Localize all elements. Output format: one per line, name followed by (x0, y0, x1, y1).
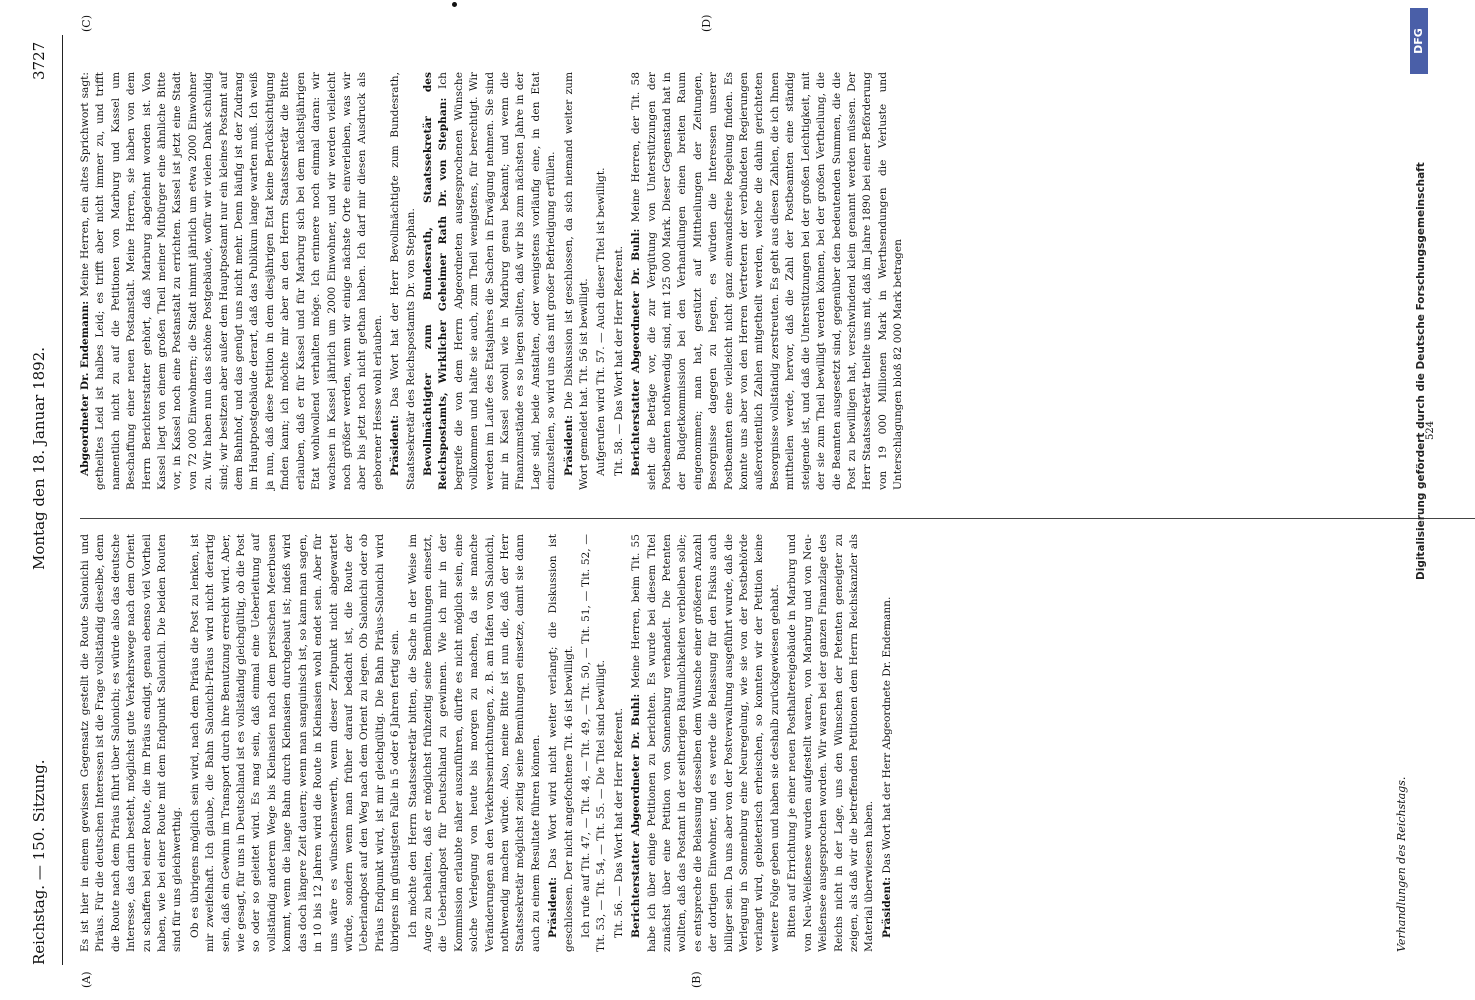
paragraph: Präsident: Das Wort hat der Herr Abgeordnete Dr. Endemann. (880, 596, 893, 938)
paragraph: Berichterstatter Abgeordneter Dr. Buhl: Meine Herren, der Tit. 58 sieht die Beträge vor, die zur Vergütung von Unterstützungen der Postbeamten nothwendig sind, mit 125 000 Mark. Dieser Gegenstand hat in der Budgetkommission bei den Verhandlungen einen breiten Raum eingenommen; man hat, gestützt auf Mittheilungen der Zeitungen, Besorgnisse dagegen zu hegen, es würden die Interessen unserer Postbeamten eine vielleicht nicht ganz einwandsfreie Regelung finden. Es konnte uns aber von den Herren Vertretern der verbündeten Regierungen außerordentlich Zahlen mitgetheilt werden, welche die dahin gerichteten Besorgnisse vollständig zerstreuten. Es geht aus diesen Zahlen, die ich Ihnen mittheilen werde, hervor, daß die Zahl der Postbeamten eine ständig steigende ist, und daß die Unterstützungen bei der großen Leichtigkeit, mit der sie zum Theil bewilligt werden können, bei der großen Vertheilung, die die Beamten ausgesetzt sind, gegenüber den bedeutenden Summen, die die Post zu bewilligen hat, verschwindend klein genannt werden müssen. Der Herr Staatssekretär theilte uns mit, daß im Jahre 1890 bei einer Beförderung von 19 000 Millionen Mark in Werthsendungen die Verluste und Unterschlagungen bloß 82 000 Mark betragen (630, 71, 905, 490)
running-header-date: Montag den 18. Januar 1892. (30, 346, 48, 570)
speaker-name: Bevollmächtigter zum Bundesrath, Staatssekretär des Reichspostamts, Wirklicher Geheimer Rath Dr. von Stephan: (421, 72, 450, 490)
paragraph: Berichterstatter Abgeordneter Dr. Buhl: Meine Herren, beim Tit. 55 habe ich über einige Petitionen zu berichten. Es wurde bei diesem Titel zunächst über eine Petition von Sonnenburg verhandelt. Die Petenten wollten, daß das Postamt in der seitherigen Räumlichkeiten verbleiben solle; es entspreche die Belassung desselben dem Wunsche einer größeren Anzahl der dortigen Einwohner, und es werde die Belassung für den Fiskus auch billiger sein. Da uns aber von der Postverwaltung ausgeführt wurde, daß die Verlegung in Sonnenburg eine Neuregelung, wie sie von der Postbehörde verlangt wird, gebieterisch erheischen, so konnten wir der Petition keine weitere Folge geben und haben sie deshalb zurückgewiesen gehabt. (630, 534, 781, 952)
header-rule (62, 35, 63, 965)
speaker-name: Präsident: (880, 876, 893, 938)
paragraph: Ich möchte den Herrn Staatssekretär bitten, die Sache in der Weise im Auge zu behalten, daß er möglichst frühzeitig seine Bemühungen einsetzt, die Ueberlandpost für Deutschland zu gewinnen. Wie ich mir in der Kommission erlaubte näher auszuführen, dürfte es nicht möglich sein, eine solche Verlegung von heute bis morgen zu machen, da sie manche Veränderungen an den Verkehrseinrichtungen, z. B. am Hafen von Salonichi, nothwendig machen würde. Also, meine Bitte ist nun die, daß der Herr Staatssekretär möglichst zeitig seine Bemühungen einsetze, damit sie dann auch zu einem Resultate führen können. (406, 534, 542, 952)
running-header-left: Reichstag. — 150. Sitzung. (30, 759, 48, 965)
paragraph: Bitten auf Errichtung je einer neuen Posthaltereigebäude in Marburg und von Neu-Weißensee wurden aufgestellt waren, von Marburg und von Neu-Weißensee ausgesprochen worden. Wir waren bei der ganzen Finanzlage des Reichs nicht in der Lage, uns den Wünschen der Petenten geneigter zu zeigen, als daß wir die betreffenden Petitionen dem Herrn Reichskanzler als Material überwiesen haben. (786, 534, 876, 952)
paragraph: Ob es übrigens möglich sein wird, nach dem Piräus die Post zu lenken, ist mir zweifelhaft. Ich glaube, die Bahn Salonichi-Piräus wird nicht derartig sein, daß ein Gewinn im Transport durch ihre Benutzung erreicht wird. Aber, wie gesagt, für uns in Deutschland ist es vollständig gleichgültig, ob die Post so oder so geleitet wird. Es mag sein, daß einmal eine Ueberleitung auf vollständig anderem Wege bis Kleinasien nach dem persischen Meerbusen kommt, wenn die lange Bahn durch Kleinasien durchgebaut ist; indeß wird das doch längere Zeit dauern; wenn man sanguinisch ist, so kann man sagen, in 10 bis 12 Jahren wird die Route in Kleinasien wohl endet sein. Aber für uns wäre es wünschenswerth, wenn dieser Zeitpunkt nicht abgewartet würde, sondern wenn man früher darauf bedacht ist, die Route der Ueberlandpost auf den Weg nach dem Orient zu legen. Ob Salonichi oder ob Piräus Endpunkt wird, ist mir gleichgültig. Die Bahn Piräus-Salonichi wird übrigens im günstigsten Falle in 5 oder 6 Jahren fertig sein. (188, 534, 402, 952)
paragraph: Präsident: Das Wort hat der Herr Bevollmächtigte zum Bundesrath, Staatssekretär des Reichspostamts Dr. von Stephan. (389, 72, 417, 490)
speaker-name: Präsident: (389, 414, 402, 476)
margin-marker-a: (A) (80, 971, 93, 988)
paragraph: Tit. 56. — Das Wort hat der Herr Referent. (612, 708, 625, 938)
column-separator (80, 518, 1475, 519)
dfg-logo: DFG (1410, 8, 1428, 74)
digitization-note (1412, 0, 1432, 1000)
right-text-column (78, 72, 1428, 490)
speaker-name: Berichterstatter Abgeordneter Dr. Buhl: (630, 693, 643, 938)
margin-marker-d: (D) (700, 14, 713, 32)
paragraph: Tit. 58. — Das Wort hat der Herr Referent. (612, 246, 625, 476)
ink-dot (452, 2, 457, 7)
paragraph: Bevollmächtigter zum Bundesrath, Staatssekretär des Reichspostamts, Wirklicher Geheimer Rath Dr. von Stephan: Ich begreife die von dem Herrn Abgeordneten ausgesprochenen Wünsche vollkommen und halte sie auch, zum Theil wenigstens, für berechtigt. Wir werden im Laufe des Etatsjahres die Sachen in Erwägung nehmen. Sie sind mir in Kassel sowohl wie in Marburg genau bekannt; und wenn die Finanzumstände es so liegen sollten, daß wir bis zum nächsten Jahre in der Lage sind, beide Anstalten, oder wenigstens vorläufig eine, in den Etat einzustellen, so wird uns das mit großer Befriedigung erfüllen. (421, 71, 558, 490)
paragraph: Abgeordneter Dr. Endemann: Meine Herren, ein altes Sprichwort sagt: getheiltes Leid ist halbes Leid; es trifft aber nicht immer zu, und trifft namentlich nicht zu auf die Petitionen von Marburg und Kassel um Beschaffung einer neuen Postanstalt. Meine Herren, sie haben von dem Herrn Berichterstatter gehört, daß Marburg abgelehnt worden ist. Von Kassel liegt von einem großen Theil meiner Mitbürger eine ähnliche Bitte vor, in Kassel noch eine Postanstalt zu errichten. Kassel ist jetzt eine Stadt von 72 000 Einwohnern; die Stadt nimmt jährlich um etwa 2000 Einwohner zu. Wir haben nun das schöne Postgebäude, wofür wir vielen Dank schuldig sind; wir besitzen aber außer dem Hauptpostamt nur ein kleines Postamt auf dem Bahnhof, und das genügt uns nicht mehr. Denn häufig ist der Zudrang im Hauptpostgebäude derart, daß das Publikum lange warten muß. Ich weiß ja nun, daß diese Petition in dem diesjährigen Etat keine Berücksichtigung finden kann; ich möchte mir aber an den Herrn Staatssekretär die Bitte erlauben, daß er für Kassel und für Marburg sich bei dem nächstjährigen Etat wohlwollend verhalten möge. Ich erinnere noch einmal daran: wir wachsen in Kassel jährlich um 2000 Einwohner, und wir werden vielleicht noch größer werden, wenn wir einige nächste Orte einverleiben, was wir aber bis jetzt noch nicht gethan haben. Ich darf mir diesen Ausdruck als geborener Hesse wohl erlauben. (79, 72, 384, 490)
paragraph: Präsident: Das Wort wird nicht weiter verlangt; die Diskussion ist geschlossen. Der nicht angefochtene Tit. 46 ist bewilligt. (547, 534, 575, 952)
speaker-name: Abgeordneter Dr. Endemann: (79, 300, 91, 476)
footer-source: Verhandlungen des Reichstags. (1395, 776, 1408, 952)
margin-marker-c: (C) (80, 15, 93, 32)
paragraph: Es ist hier in einem gewissen Gegensatz gestellt die Route Salonichi und Piräus. Für die deutschen Interessen ist die Frage vollständig dieselbe, denn die Route nach dem Piräus führt über Salonichi; es würde also das deutsche Interesse, das darin besteht, möglichst gute Verkehrswege nach dem Orient zu schaffen bei einer Route, die im Piräus endigt, genau ebenso viel Vortheil haben, wie bei einer Route mit dem Endpunkt Salonichi. Die beiden Routen sind für uns gleichwerthig. (79, 534, 184, 952)
speaker-name: Präsident: (547, 876, 560, 938)
speaker-name: Präsident: (562, 414, 575, 476)
margin-marker-b: (B) (690, 971, 703, 988)
sheet-number: 524 (1425, 420, 1436, 440)
digitization-text: Digitalisierung gefördert durch die Deutsche Forschungsgemeinschaft (1415, 162, 1427, 580)
left-text-column (78, 534, 1438, 952)
paragraph: Ich rufe auf Tit. 47, — Tit. 48, — Tit. 49, — Tit. 50, — Tit. 51, — Tit. 52, — Tit. 53, — Tit. 54, — Tit. 55. — Die Titel sind bewilligt. (580, 534, 608, 952)
paragraph: Präsident: Die Diskussion ist geschlossen, da sich niemand weiter zum Wort gemeldet hat. Tit. 56 ist bewilligt. (562, 72, 590, 490)
page-number-header: 3727 (30, 41, 48, 80)
speaker-name: Berichterstatter Abgeordneter Dr. Buhl: (630, 228, 643, 476)
paragraph: Aufgerufen wird Tit. 57. — Auch dieser Titel ist bewilligt. (595, 167, 608, 476)
